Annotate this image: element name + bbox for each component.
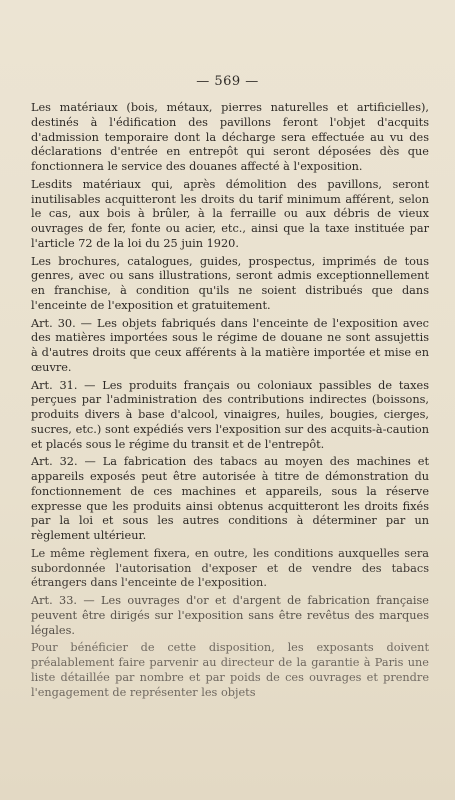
paragraph-lesdits-materiaux: Lesdits matériaux qui, après démolition des pavillons, seront inutilisables acquitteront les droits du tarif minimum afférent, selon le cas, aux bois à brûler, à la ferraille ou aux débris de vieux ouvrages de fer, fonte ou acier, etc., ainsi que la taxe instituée par l'article 72 de la loi du 25 juin 1920.: [31, 177, 429, 250]
paragraph-reglement: Le même règlement fixera, en outre, les conditions auxquelles sera subordonnée l'autorisation d'exposer et de vendre des tabacs étrangers dans l'enceinte de l'exposition.: [31, 546, 429, 590]
paragraph-brochures: Les brochures, catalogues, guides, prospectus, imprimés de tous genres, avec ou sans illustrations, seront admis exceptionnellement en franchise, à condition qu'ils ne soient distribués que dans l'enceinte de l'exposition et gratuitement.: [31, 254, 429, 312]
page-number: — 569 —: [196, 74, 259, 89]
paragraph-materiaux: Les matériaux (bois, métaux, pierres naturelles et artificielles), destinés à l'édification des pavillons feront l'objet d'acquits d'admission temporaire dont la décharge sera effectuée au vu des déclarations d'entrée en entrepôt qui seront déposées dès que fonctionnera le service des douanes affecté à l'exposition.: [31, 101, 429, 173]
paragraph-garantie: Pour bénéficier de cette disposition, les exposants doivent préalablement faire parvenir au directeur de la garantie à Paris une liste détaillée par nombre et par poids de ces ouvrages et prendre l'engagement de représenter les objets: [31, 641, 429, 699]
paragraph-article-33: Art. 33. — Les ouvrages d'or et d'argent de fabrication française peuvent être dirigés sur l'exposition sans être revêtus des marques légales.: [31, 594, 429, 637]
body-text: [31, 101, 429, 700]
paragraph-article-32: Art. 32. — La fabrication des tabacs au moyen des machines et appareils exposés peut être autorisée à titre de démonstration du fonctionnement de ces machines et appareils, sous la réserve expresse que les produits ainsi obtenus acquitteront les droits fixés par la loi et sous les autres conditions à déterminer par un règlement ultérieur.: [31, 455, 429, 542]
paragraph-article-31: Art. 31. — Les produits français ou coloniaux passibles de taxes perçues par l'administration des contributions indirectes (boissons, produits divers à base d'alcool, vinaigres, huiles, bougies, cierges, sucres, etc.) sont expédiés vers l'exposition sur des acquits-à-caution et placés sous le régime du transit et de l'entrepôt.: [31, 378, 429, 451]
paragraph-article-30: Art. 30. — Les objets fabriqués dans l'enceinte de l'exposition avec des matières importées sous le régime de douane ne sont assujettis à d'autres droits que ceux afférents à la matière importée et mise en œuvre.: [31, 316, 429, 374]
